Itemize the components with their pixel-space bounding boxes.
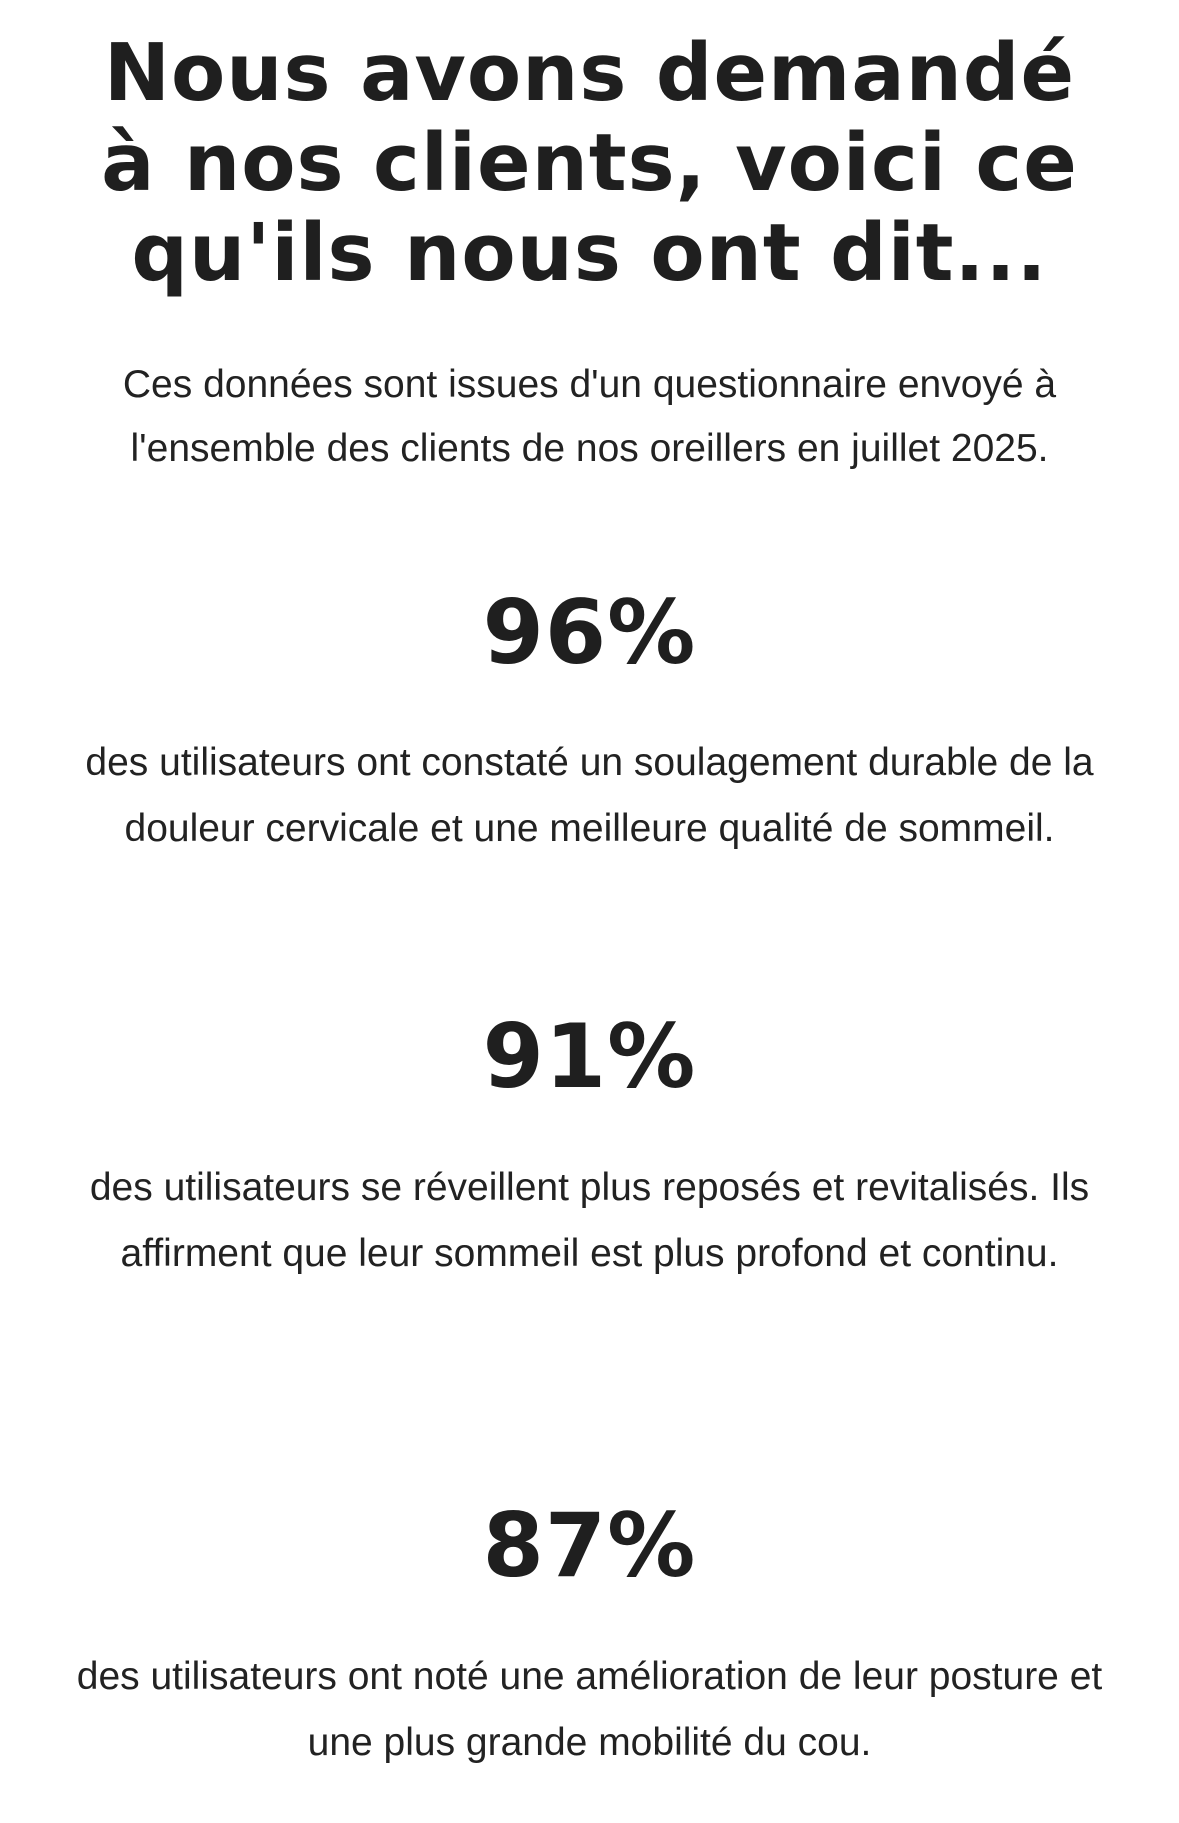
page-title: Nous avons demandé à nos clients, voici ce qu'ils nous ont dit...: [101, 27, 1078, 299]
stat-value: 91%: [482, 1005, 697, 1108]
stat-description: des utilisateurs ont noté une amélioration de leur posture et une plus grande mobilité du cou.: [76, 1655, 1103, 1764]
survey-intro-text: Ces données sont issues d'un questionnaire envoyé à l'ensemble des clients de nos oreillers en juillet 2025.: [122, 363, 1057, 470]
stat-value: 87%: [482, 1494, 697, 1597]
stat-description: des utilisateurs ont constaté un soulagement durable de la douleur cervicale et une meilleure qualité de sommeil.: [85, 741, 1094, 850]
stat-value: 96%: [482, 581, 697, 684]
stat-description: des utilisateurs se réveillent plus reposés et revitalisés. Ils affirment que leur sommeil est plus profond et continu.: [89, 1166, 1090, 1275]
